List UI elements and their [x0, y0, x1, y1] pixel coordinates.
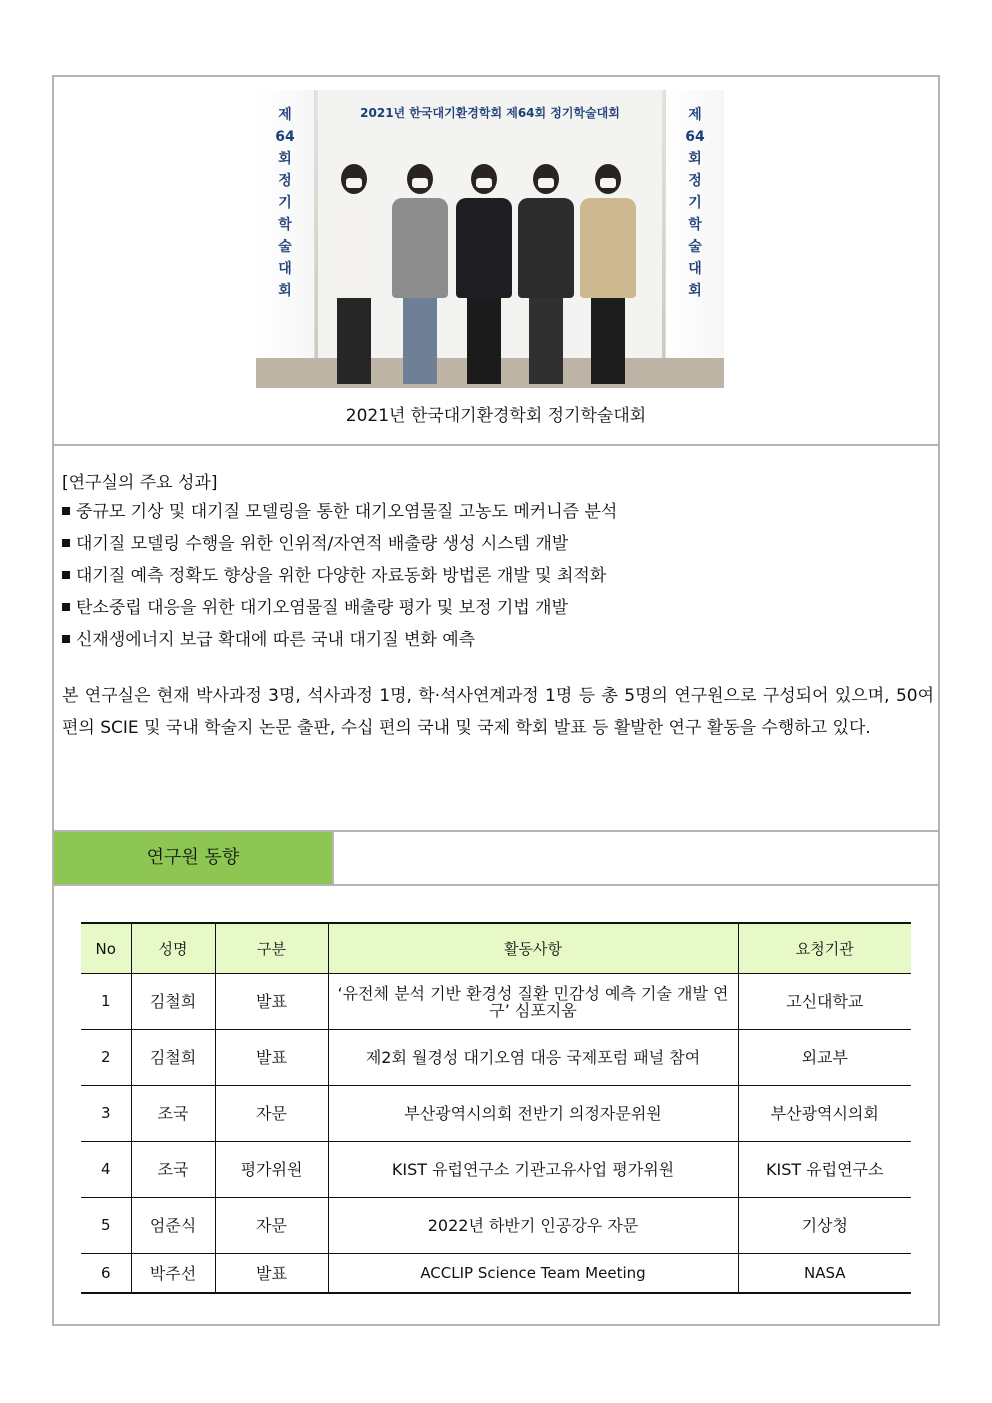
cell-no: 3 [81, 1086, 131, 1142]
achievements-list [62, 496, 617, 656]
cell-activity: 부산광역시의회 전반기 의정자문위원 [328, 1086, 738, 1142]
header-activity: 활동사항 [328, 923, 738, 974]
cell-name: 김철희 [131, 974, 215, 1030]
cell-no: 6 [81, 1254, 131, 1294]
table-row [81, 1254, 911, 1294]
cell-activity: 2022년 하반기 인공강우 자문 [328, 1198, 738, 1254]
cell-name: 엄준식 [131, 1198, 215, 1254]
achievement-item: 대기질 모델링 수행을 위한 인위적/자연적 배출량 생성 시스템 개발 [62, 528, 617, 560]
newsletter-frame [52, 75, 940, 1326]
header-org: 요청기관 [738, 923, 911, 974]
person-figure [580, 164, 636, 384]
pillar-text-left: 제64회 정기학술대회 [275, 107, 295, 299]
cell-name: 조국 [131, 1086, 215, 1142]
person-figure [326, 164, 382, 384]
cell-no: 1 [81, 974, 131, 1030]
achievements-section [54, 444, 938, 832]
table-header-row [81, 923, 911, 974]
table-row [81, 1086, 911, 1142]
cell-no: 2 [81, 1030, 131, 1086]
achievements-title: [연구실의 주요 성과] [62, 473, 218, 493]
section-header [54, 832, 938, 886]
person-figure [456, 164, 512, 384]
cell-name: 조국 [131, 1142, 215, 1198]
achievement-item: 탄소중립 대응을 위한 대기오염물질 배출량 평가 및 보정 기법 개발 [62, 592, 617, 624]
cell-activity: KIST 유럽연구소 기관고유사업 평가위원 [328, 1142, 738, 1198]
cell-org: NASA [738, 1254, 911, 1294]
cell-type: 자문 [215, 1198, 328, 1254]
photo-section [54, 77, 938, 446]
cell-org: KIST 유럽연구소 [738, 1142, 911, 1198]
achievement-item: 대기질 예측 정확도 향상을 위한 다양한 자료동화 방법론 개발 및 최적화 [62, 560, 617, 592]
cell-org: 고신대학교 [738, 974, 911, 1030]
cell-no: 4 [81, 1142, 131, 1198]
person-figure [392, 164, 448, 384]
group-photo [256, 90, 724, 388]
cell-activity: ‘유전체 분석 기반 환경성 질환 민감성 예측 기술 개발 연구’ 심포지움 [328, 974, 738, 1030]
cell-name: 김철희 [131, 1030, 215, 1086]
cell-type: 평가위원 [215, 1142, 328, 1198]
table-row [81, 1030, 911, 1086]
banner-title: 2021년 한국대기환경학회 제64회 정기학술대회 [360, 106, 620, 120]
cell-org: 기상청 [738, 1198, 911, 1254]
square-bullet-icon [62, 507, 70, 515]
cell-no: 5 [81, 1198, 131, 1254]
cell-type: 발표 [215, 1030, 328, 1086]
square-bullet-icon [62, 571, 70, 579]
table-row [81, 974, 911, 1030]
cell-type: 발표 [215, 974, 328, 1030]
achievement-item: 중규모 기상 및 대기질 모델링을 통한 대기오염물질 고농도 메커니즘 분석 [62, 496, 617, 528]
header-no: No [81, 923, 131, 974]
cell-type: 발표 [215, 1254, 328, 1294]
activity-table [81, 922, 911, 1294]
pillar-text-right: 제64회 정기학술대회 [685, 107, 705, 299]
table-row [81, 1198, 911, 1254]
cell-name: 박주선 [131, 1254, 215, 1294]
header-name: 성명 [131, 923, 215, 974]
square-bullet-icon [62, 603, 70, 611]
square-bullet-icon [62, 539, 70, 547]
photo-caption: 2021년 한국대기환경학회 정기학술대회 [345, 406, 647, 426]
table-row [81, 1142, 911, 1198]
section-label: 연구원 동향 [54, 832, 334, 884]
achievement-item: 신재생에너지 보급 확대에 따른 국내 대기질 변화 예측 [62, 624, 617, 656]
cell-activity: 제2회 월경성 대기오염 대응 국제포럼 패널 참여 [328, 1030, 738, 1086]
lab-description: 본 연구실은 현재 박사과정 3명, 석사과정 1명, 학·석사연계과정 1명 등 총 5명의 연구원으로 구성되어 있으며, 50여 편의 SCIE 및 국내 학술지 논문 출판, 수십 편의 국내 및 국제 학회 발표 등 활발한 연구 활동을 수행하고 있다. [62, 686, 934, 738]
square-bullet-icon [62, 635, 70, 643]
cell-type: 자문 [215, 1086, 328, 1142]
cell-org: 부산광역시의회 [738, 1086, 911, 1142]
banner-pillar-right [665, 90, 724, 360]
person-figure [518, 164, 574, 384]
cell-activity: ACCLIP Science Team Meeting [328, 1254, 738, 1294]
banner-pillar-left [256, 90, 315, 360]
cell-org: 외교부 [738, 1030, 911, 1086]
header-type: 구분 [215, 923, 328, 974]
